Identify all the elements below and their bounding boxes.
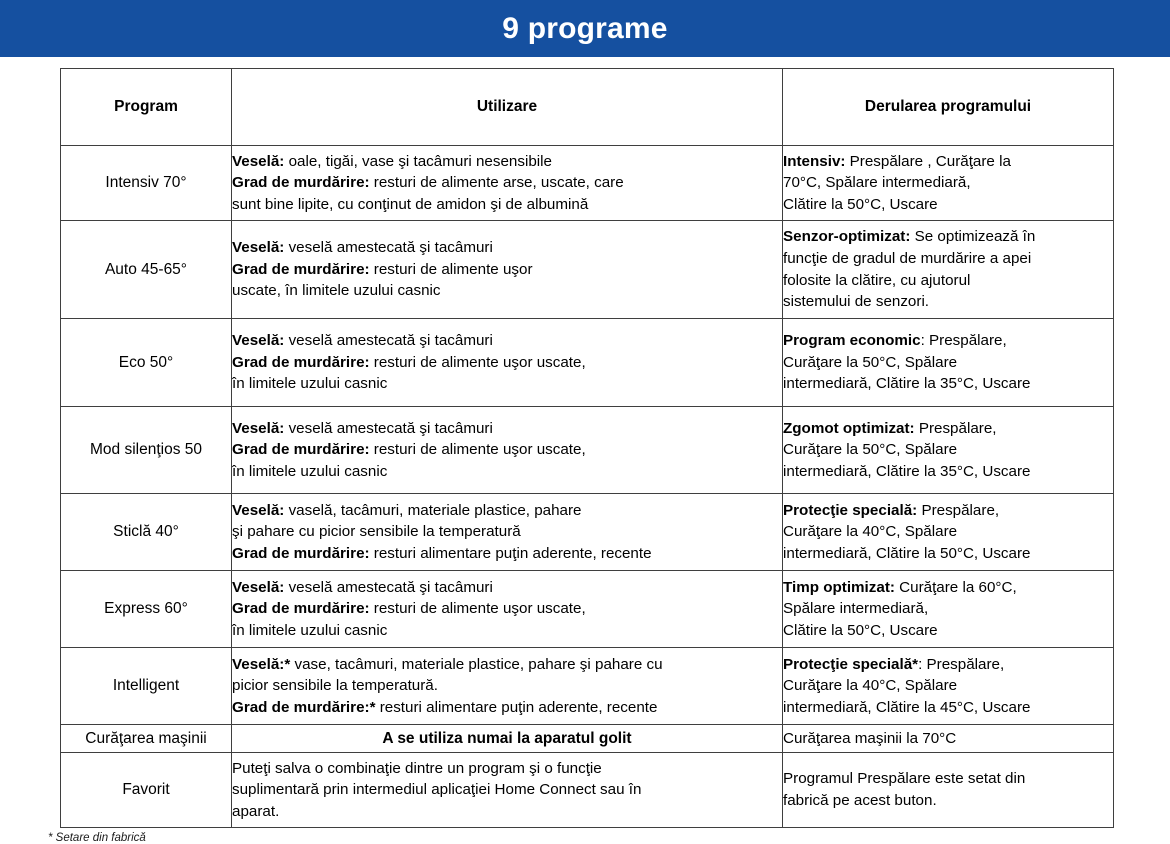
text-line: Program economic: Prespălare,: [783, 332, 1007, 350]
text-line: fabrică pe acest buton.: [783, 792, 937, 809]
emphasis-label: Veselă:*: [232, 655, 291, 673]
usage-cell: [232, 494, 783, 571]
text-line: 70°C, Spălare intermediară,: [783, 174, 971, 192]
text-line: intermediară, Clătire la 50°C, Uscare: [783, 544, 1031, 562]
text-line: Veselă: vaselă, tacâmuri, materiale plastice, pahare: [232, 501, 582, 519]
text-line: intermediară, Clătire la 35°C, Uscare: [783, 375, 1031, 393]
table-header-row: [61, 69, 1114, 146]
emphasis-label: Grad de murdărire:: [232, 544, 370, 562]
programs-table: [60, 68, 1114, 828]
emphasis-label: Protecţie specială*: [783, 655, 919, 673]
text-line: Grad de murdărire: resturi alimentare puţin aderente, recente: [232, 544, 652, 562]
column-header-program: Program: [61, 69, 232, 146]
text-line: în limitele uzului casnic: [232, 621, 388, 639]
emphasis-label: Veselă:: [232, 152, 285, 170]
text-line: intermediară, Clătire la 45°C, Uscare: [783, 698, 1031, 716]
program-sequence-cell: [783, 407, 1114, 494]
table-row: [61, 319, 1114, 407]
usage-cell: [232, 571, 783, 648]
text-line: Protecţie specială*: Prespălare,: [783, 655, 1005, 673]
text-line: funcţie de gradul de murdărire a apei: [783, 249, 1032, 267]
text-line: Veselă: veselă amestecată şi tacâmuri: [232, 419, 493, 437]
emphasis-label: Grad de murdărire:: [232, 260, 370, 278]
text-line: uscate, în limitele uzului casnic: [232, 282, 441, 300]
program-name-cell: Favorit: [61, 753, 232, 828]
emphasis-label: Grad de murdărire:: [232, 174, 370, 192]
text-line: Veselă: veselă amestecată şi tacâmuri: [232, 239, 493, 257]
text-line: Spălare intermediară,: [783, 600, 929, 618]
text-line: Veselă:* vase, tacâmuri, materiale plastice, pahare şi pahare cu: [232, 655, 663, 673]
emphasis-label: Protecţie specială:: [783, 501, 918, 519]
program-name-cell: Express 60°: [61, 571, 232, 648]
text-line: şi pahare cu picior sensibile la temperatură: [232, 523, 521, 541]
text-line: folosite la clătire, cu ajutorul: [783, 271, 971, 289]
program-sequence-cell: [783, 725, 1114, 753]
program-name-cell: Eco 50°: [61, 319, 232, 407]
emphasis-label: Zgomot optimizat:: [783, 419, 915, 437]
usage-cell: [232, 221, 783, 319]
text-line: intermediară, Clătire la 35°C, Uscare: [783, 462, 1031, 480]
text-line: Curăţare la 40°C, Spălare: [783, 677, 958, 695]
program-sequence-cell: [783, 571, 1114, 648]
program-name-cell: Auto 45-65°: [61, 221, 232, 319]
emphasis-label: Grad de murdărire:: [232, 353, 370, 371]
emphasis-label: Grad de murdărire:: [232, 441, 370, 459]
usage-cell: [232, 407, 783, 494]
programs-table-container: [60, 68, 1113, 828]
text-line: Grad de murdărire: resturi de alimente arse, uscate, care: [232, 174, 624, 192]
emphasis-label: Senzor-optimizat:: [783, 228, 911, 246]
table-row: [61, 221, 1114, 319]
program-name-cell: Sticlă 40°: [61, 494, 232, 571]
text-line: Veselă: veselă amestecată şi tacâmuri: [232, 578, 493, 596]
program-sequence-cell: [783, 319, 1114, 407]
table-row: [61, 571, 1114, 648]
table-row: [61, 725, 1114, 753]
usage-cell: [232, 753, 783, 828]
text-line: Grad de murdărire: resturi de alimente uşor uscate,: [232, 600, 586, 618]
usage-cell: [232, 319, 783, 407]
text-line: Clătire la 50°C, Uscare: [783, 195, 938, 213]
text-line: Curăţare la 50°C, Spălare: [783, 441, 958, 459]
emphasis-label: Veselă:: [232, 239, 285, 257]
usage-cell: A se utiliza numai la aparatul golit: [232, 725, 783, 753]
text-line: Curăţare la 40°C, Spălare: [783, 523, 958, 541]
program-sequence-cell: [783, 146, 1114, 221]
text-line: aparat.: [232, 802, 280, 820]
text-line: Clătire la 50°C, Uscare: [783, 621, 938, 639]
text-line: Curăţarea maşinii la 70°C: [783, 729, 957, 747]
text-line: Puteţi salva o combinaţie dintre un program şi o funcţie: [232, 759, 602, 777]
table-row: [61, 146, 1114, 221]
emphasis-label: Veselă:: [232, 578, 285, 596]
text-line: Timp optimizat: Curăţare la 60°C,: [783, 578, 1017, 596]
program-name-cell: Curăţarea maşinii: [61, 725, 232, 753]
text-line: picior sensibile la temperatură.: [232, 677, 438, 695]
column-header-utilizare: Utilizare: [232, 69, 783, 146]
table-row: [61, 407, 1114, 494]
text-line: Programul Prespălare este setat din: [783, 770, 1026, 788]
program-sequence-cell: [783, 648, 1114, 725]
emphasis-label: Intensiv:: [783, 152, 846, 170]
emphasis-label: Veselă:: [232, 419, 285, 437]
program-name-cell: Intensiv 70°: [61, 146, 232, 221]
program-name-cell: Mod silenţios 50: [61, 407, 232, 494]
text-line: sunt bine lipite, cu conţinut de amidon şi de albumină: [232, 195, 589, 213]
text-line: Veselă: oale, tigăi, vase şi tacâmuri nesensibile: [232, 152, 552, 170]
page-title: 9 programe: [502, 11, 668, 45]
text-line: Protecţie specială: Prespălare,: [783, 501, 1000, 519]
text-line: în limitele uzului casnic: [232, 375, 388, 393]
emphasis-label: Grad de murdărire:*: [232, 698, 376, 716]
text-line: Grad de murdărire: resturi de alimente uşor: [232, 260, 533, 278]
table-row: [61, 753, 1114, 828]
text-line: Curăţare la 50°C, Spălare: [783, 353, 958, 371]
text-line: Veselă: veselă amestecată şi tacâmuri: [232, 332, 493, 350]
text-line: Intensiv: Prespălare , Curăţare la: [783, 152, 1011, 170]
text-line: Grad de murdărire: resturi de alimente uşor uscate,: [232, 353, 586, 371]
footnote: * Setare din fabrică: [48, 832, 146, 844]
emphasis-label: Timp optimizat:: [783, 578, 895, 596]
program-sequence-cell: [783, 753, 1114, 828]
emphasis-label: Veselă:: [232, 332, 285, 350]
program-sequence-cell: [783, 494, 1114, 571]
text-line: sistemului de senzori.: [783, 293, 930, 311]
text-line: în limitele uzului casnic: [232, 462, 388, 480]
usage-cell: [232, 648, 783, 725]
text-line: Grad de murdărire:* resturi alimentare puţin aderente, recente: [232, 698, 658, 716]
program-name-cell: Intelligent: [61, 648, 232, 725]
emphasis-label: Grad de murdărire:: [232, 600, 370, 618]
text-line: Grad de murdărire: resturi de alimente uşor uscate,: [232, 441, 586, 459]
usage-cell: [232, 146, 783, 221]
table-row: [61, 494, 1114, 571]
title-banner: [0, 0, 1170, 57]
text-line: suplimentară prin intermediul aplicaţiei Home Connect sau în: [232, 781, 642, 799]
table-row: [61, 648, 1114, 725]
emphasis-label: Veselă:: [232, 501, 285, 519]
emphasis-label: Program economic: [783, 332, 921, 350]
text-line: Senzor-optimizat: Se optimizează în: [783, 228, 1036, 246]
column-header-derulare: Derularea programului: [783, 69, 1114, 146]
text-line: Zgomot optimizat: Prespălare,: [783, 419, 997, 437]
program-sequence-cell: [783, 221, 1114, 319]
